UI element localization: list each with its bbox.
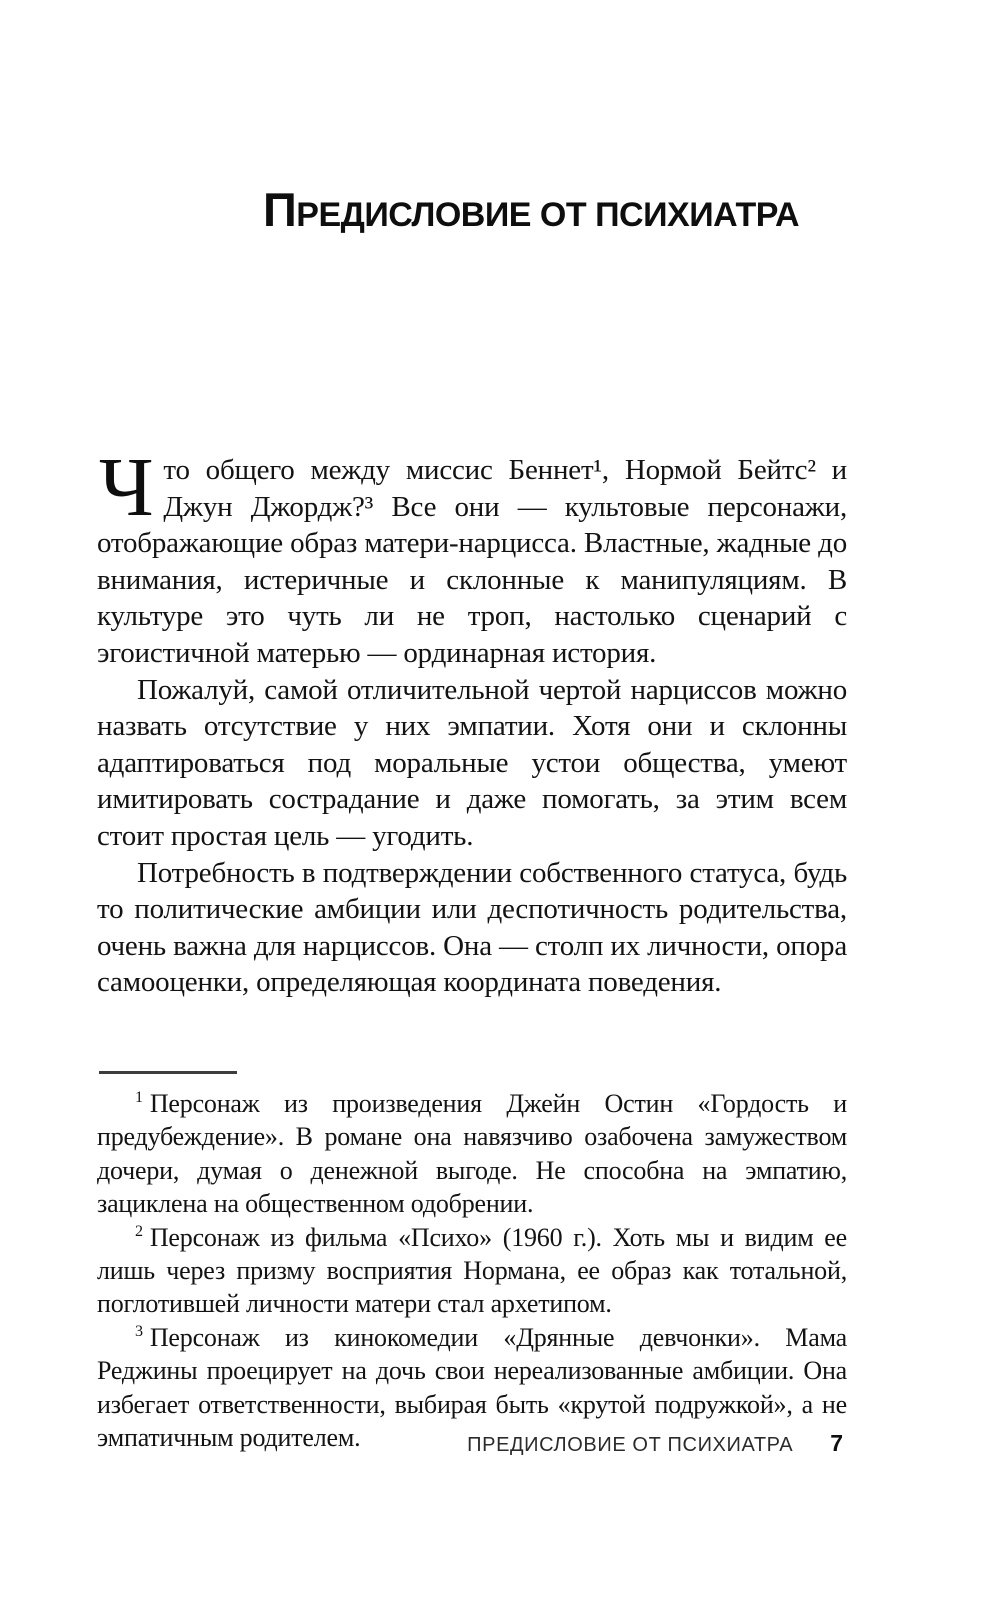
page-number: 7 — [830, 1430, 843, 1456]
chapter-title-initial: П — [263, 183, 297, 236]
footnote-3-marker: 3 — [135, 1323, 143, 1341]
footnote-3-text: Персонаж из кинокомедии «Дрянные девчонки». Мама Реджины проецирует на дочь свои нереализованные амбиции. Она избегает ответственности, выбирая быть «крутой подружкой», а не эмпатичным родителем. — [97, 1322, 847, 1453]
running-head: ПРЕДИСЛОВИЕ ОТ ПСИХИАТРА — [467, 1434, 794, 1456]
paragraph-1 — [97, 441, 847, 672]
paragraph-2: Пожалуй, самой отличительной чертой нарциссов можно назвать отсутствие у них эмпатии. Хотя они и склонны адаптироваться под моральные устои общества, умеют имитировать сострадание и даже помогать, за этим всем стоит простая цель — угодить. — [97, 673, 847, 852]
footnotes-section — [97, 1071, 847, 1454]
chapter-title-rest: РЕДИСЛОВИЕ ОТ ПСИХИАТРА — [296, 196, 799, 234]
paragraph-3: Потребность в подтверждении собственного статуса, будь то политические амбиции или деспотичность родительства, очень важна для нарциссов. Она — столп их личности, опора самооценки, определяющая координата поведения. — [97, 856, 847, 999]
page-footer — [97, 1430, 843, 1457]
body-text — [97, 441, 847, 1001]
footnote-2-text: Персонаж из фильма «Психо» (1960 г.). Хоть мы и видим ее лишь через призму восприятия Нормана, ее образ как тотальной, поглотившей личности матери стал архетипом. — [97, 1222, 847, 1319]
footnote-separator-rule — [99, 1071, 237, 1074]
footnote-1 — [97, 1087, 847, 1221]
footnote-1-marker: 1 — [135, 1089, 143, 1107]
paragraph-1-text: то общего между миссис Беннет¹, Нормой Бейтс² и Джун Джордж?³ Все они — культовые персонажи, отображающие образ матери-нарцисса. Властные, жадные до внимания, истеричные и склонные к манипуляциям. В культуре это чуть ли не троп, настолько сценарий с эгоистичной матерью — ординарная история. — [97, 454, 847, 669]
footnote-1-text: Персонаж из произведения Джейн Остин «Гордость и предубеждение». В романе она навязчиво озабочена замужеством дочери, думая о денежной выгоде. Не способна на эмпатию, зациклена на общественном одобрении. — [97, 1089, 847, 1219]
footnote-2 — [97, 1221, 847, 1321]
drop-cap: Ч — [99, 441, 154, 534]
footnote-2-marker: 2 — [135, 1222, 143, 1240]
chapter-title — [263, 183, 799, 236]
